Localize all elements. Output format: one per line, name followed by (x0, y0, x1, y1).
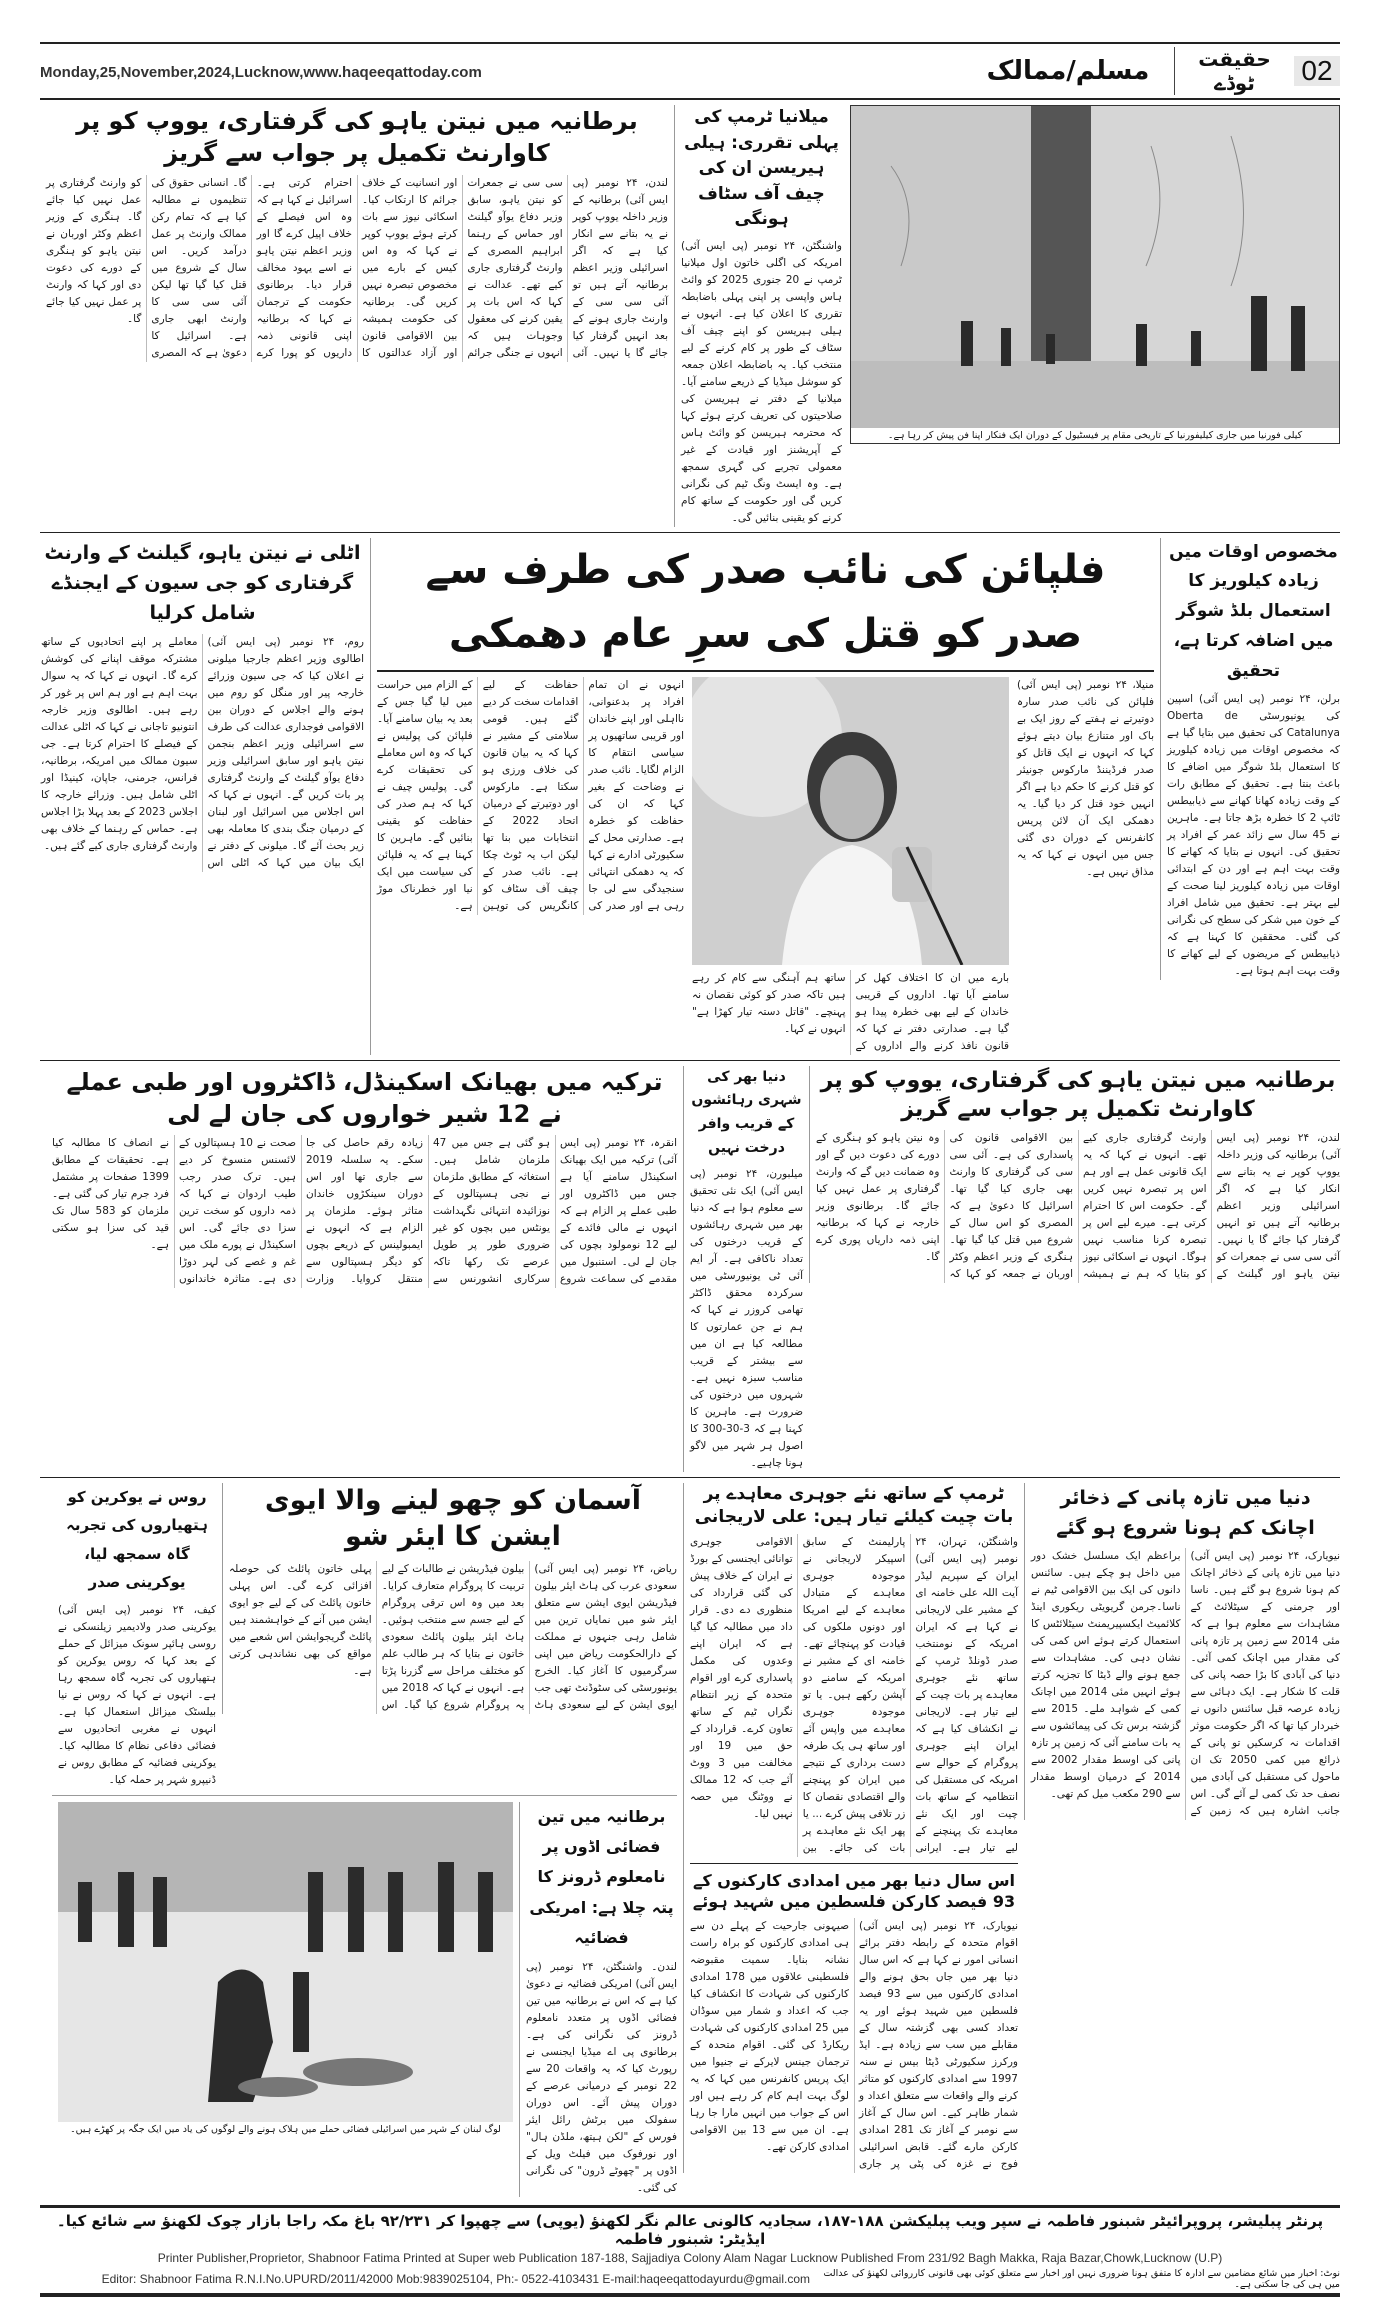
footer-urdu-imprint: پرنٹر پبلیشر، پروپرائیٹر شبنور فاطمہ نے سپر ویب پبلیکشن ۱۸۸-۱۸۷، سجادیہ کالونی عالم نگر لکھنؤ (یوپی) سے چھپوا کر ۹۲/۲۳۱ باغ مکہ راجا بازار چوک لکھنؤ سے شائع کیا۔ ایڈیٹر: شبنور فاطمہ (56, 2211, 1324, 2248)
article-body: میلبورن، ۲۴ نومبر (پی ایس آئی) ایک نئی تحقیق سے معلوم ہوا ہے کہ دنیا بھر میں شہری رہائشوں کے قریب درختوں کی تعداد ناکافی ہے۔ آر ایم آئی ٹی یونیورسٹی میں سرکردہ محقق ڈاکٹر تھامی کروزر نے کہا کہ ہم نے جن عمارتوں کا مطالعہ کیا ہے ان میں سے بیشتر کے قریب مناسب سبزہ نہیں ہے۔ شہروں میں درختوں کی ضرورت ہے۔ ماہرین کا کہنا ہے کہ 3-30-300 کا اصول ہر شہر میں لاگو ہونا چاہیے۔ (690, 1167, 803, 1469)
philippines-columns (377, 677, 1154, 1055)
headline-philippines: فلپائن کی نائب صدر کی طرف سے صدر کو قتل کی سرِ عام دھمکی (377, 538, 1154, 672)
headline: روس نے یوکرین کو ہتھیاروں کی تجربہ گاہ سمجھ لیا، یوکرینی صدر (66, 1487, 208, 1592)
philippines-body-under: بارے میں ان کا اختلاف کھل کر سامنے آیا تھا۔ اداروں کے قریبی خاندان کے لیے بھی خطرہ پیدا ہو گیا ہے۔ صدارتی دفتر نے کہا کہ قانون نافذ کرنے والے اداروں کے ساتھ ہم آہنگی سے کام کر رہے ہیں تاکہ صدر کو کوئی نقصان نہ پہنچے۔ "قاتل دستہ تیار کھڑا ہے" انہوں نے کہا۔ (692, 971, 1009, 1052)
article-aid-workers (690, 1870, 1018, 2173)
middle-column (683, 1483, 1018, 2173)
article-body: لندن۔ واشنگٹن، ۲۴ نومبر (پی ایس آئی) امریکی فضائیہ نے دعویٰ کیا ہے کہ اس نے برطانیہ میں تین فضائی اڈوں پر متعدد نامعلوم ڈرونز کی نگرانی کی ہے۔ برطانوی پی اے میڈیا ایجنسی نے رپورٹ کیا کہ یہ واقعات 20 سے 22 نومبر کے درمیانی عرصے کے دوران پیش آئے۔ اس دوران سفولک میں برٹش رائل ایئر فورس کے "لکن ہیتھ، ملڈن ہال" اور نورفوک میں فیلٹ ویل کے اڈوں پر "چھوٹے ڈرون" کی نگرانی کی گئی۔ (526, 1960, 677, 2194)
header-bottom-rule (40, 98, 1340, 100)
philippines-center (692, 677, 1009, 1055)
snow-memorial-photo (58, 1802, 513, 2137)
vice-president-photo (692, 677, 1009, 965)
article-body: برلن، ۲۴ نومبر (پی ایس آئی) اسپین کی یونیورسٹی Oberta de Catalunya کی تحقیق میں بتایا گیا ہے کہ مخصوص اوقات میں زیادہ کیلوریز کا استعمال بلڈ شوگر میں اضافے کا باعث بنتا ہے۔ تحقیق کے مطابق رات کے وقت زیادہ کھانا کھانے سے ذیابیطس ٹائپ 2 کا خطرہ بڑھ جاتا ہے۔ ماہرین نے 45 سال سے زائد عمر کے افراد پر تحقیق کی۔ انہوں نے بتایا کہ کھانے کا وقت بہت اہم ہے اور دن کے ابتدائی اوقات میں زیادہ کیلوریز لینا صحت کے لیے بہتر ہے۔ تحقیق میں شامل افراد کے خون میں شکر کی سطح کی نگرانی کی گئی۔ محققین کا کہنا ہے کہ ذیابیطس کے مریضوں کے لیے کھانے کا وقت بہت اہم ہوتا ہے۔ (1167, 693, 1340, 978)
section-rule (40, 1060, 1340, 1061)
snow-memorial-image (58, 1802, 513, 2122)
headline: اس سال دنیا بھر میں امدادی کارکنوں کے 93 فیصد کارکن فلسطین میں شہید ہوئے (692, 1870, 1016, 1912)
article-melania (674, 105, 842, 527)
section-rule (52, 1795, 677, 1796)
article-body: ریاض، ۲۴ نومبر (پی ایس آئی) سعودی عرب کی ہاٹ ایئر بیلون فیڈریشن ایوی ایشن سے متعلق ایئر شو میں نمایاں ترین میں شامل رہی جنہوں نے مملکت کے دارالحکومت ریاض میں اپنی سرگرمیوں کا آغاز کیا۔ الخرج یونیورسٹی کی سٹوڈنٹ تھی جب ایوی ایشن کے لیے سعودی ہاٹ بیلون فیڈریشن نے طالبات کے لیے تربیت کا پروگرام متعارف کرایا۔ بعد میں وہ اس ترقی پروگرام کے لیے جسم سے منتخب ہوئیں۔ ہاٹ ایئر بیلون پائلٹ سعودی خاتون نے بتایا کہ ہر طالب علم کو مختلف مراحل سے گزرنا پڑتا ہے۔ انہوں نے کہا کہ 2018 میں یہ پروگرام شروع کیا گیا۔ اس پہلی خاتون پائلٹ کی حوصلہ افزائی کرے گی۔ اس پہلی خاتون پائلٹ کی کے لیے جو ایوی ایشن میں آنے کے خواہشمند ہیں پائلٹ گریجوایشن اس شعبے میں مواقع کی بھی نشاندہی کرتی ہے۔ (229, 1562, 677, 1711)
dateline-wrap (40, 62, 968, 81)
row-4 (40, 1483, 1340, 2197)
article-philippines (370, 538, 1154, 1055)
headline: ٹرمپ کے ساتھ نئے جوہری معاہدے پر بات چیت کیلئے تیار ہیں: علی لاریجانی (694, 1483, 1014, 1527)
left-column (52, 1483, 677, 2197)
footer-editor-line: Editor: Shabnoor Fatima R.N.I.No.UPURD/2011/42000 Mob:9839025104, Ph:- 0522-4103431 E-mail:haqeeqattodayurdu@gmail.com (101, 2271, 810, 2286)
newspaper-logo: حقیقت ٹوڈے (1174, 47, 1294, 95)
article-turkey (52, 1066, 677, 1289)
article-body: انقرہ، ۲۴ نومبر (پی ایس آئی) ترکیہ میں ایک بھیانک اسکینڈل سامنے آیا ہے جس میں ڈاکٹروں اور طبی عملے پر الزام ہے کہ انہوں نے مالی فائدے کے لیے 12 نومولود بچوں کی جان لے لی۔ استنبول میں مقدمے کی سماعت شروع ہو گئی ہے جس میں 47 ملزمان شامل ہیں۔ استغاثہ کے مطابق ملزمان نے نجی ہسپتالوں کے نوزائیدہ انتہائی نگہداشت یونٹس میں بچوں کو غیر ضروری طور پر طویل عرصے تک رکھا تاکہ سرکاری انشورنس سے زیادہ رقم حاصل کی جا سکے۔ یہ سلسلہ 2019 سے جاری تھا اور اس دوران سینکڑوں خاندان متاثر ہوئے۔ ملزمان پر الزام ہے کہ انہوں نے ایمبولینس کے ذریعے بچوں کو دیگر ہسپتالوں سے منتقل کروایا۔ وزارت صحت نے 10 ہسپتالوں کے لائسنس منسوخ کر دیے ہیں۔ ترک صدر رجب طیب اردوان نے کہا کہ ذمہ داروں کو سخت ترین سزا دی جائے گی۔ اس اسکینڈل نے پورے ملک میں غم و غصے کی لہر دوڑا دی ہے۔ متاثرہ خاندانوں نے انصاف کا مطالبہ کیا ہے۔ تحقیقات کے مطابق 1399 صفحات پر مشتمل فرد جرم تیار کی گئی ہے۔ ملزمان کو 583 سال تک قید کی سزا ہو سکتی ہے۔ (52, 1137, 678, 1286)
photo-caption: کیلی فورنیا میں جاری کیلیفورنیا کے تاریخی مقام پر فیسٹیول کے دوران ایک فنکار اپنا فن پیش کر رہا ہے۔ (851, 428, 1339, 443)
section-rule (690, 1863, 1018, 1864)
headline: برطانیہ میں نیتن یاہو کی گرفتاری، یووپ کو پر کاوارنٹ تکمیل پر جواب سے گریز (820, 1067, 1336, 1123)
dateline: Monday,25,November,2024,Lucknow,www.haqeeqattoday.com (40, 63, 482, 81)
page-number: 02 (1294, 56, 1340, 86)
article-body: واشنگٹن، تہران، ۲۴ نومبر (پی ایس آئی) ایران کے سپریم لیڈر آیت اللہ علی خامنہ ای کے مشیر علی لاریجانی نے کہا ہے کہ ایران امریکہ کے نومنتخب صدر ڈونلڈ ٹرمپ کے ساتھ نئے جوہری معاہدے پر بات چیت کے لیے تیار ہے۔ لاریجانی نے انکشاف کیا ہے کہ ایران اپنے جوہری پروگرام کے حوالے سے امریکہ کی مستقبل کی انتظامیہ کے ساتھ بات چیت اور ایک نئے معاہدے تک پہنچنے کے لیے تیار ہے۔ ایرانی پارلیمنٹ کے سابق اسپیکر لاریجانی نے موجودہ جوہری معاہدے کے متبادل معاہدے کے لیے امریکا اور دونوں ملکوں کی قیادت کو پہنچائے تھے۔ خامنہ ای کے مشیر نے امریکہ کے سامنے دو آپشن رکھے ہیں۔ یا تو موجودہ جوہری معاہدے میں واپس آئے اور ساتھ ہی یک طرفہ دست برداری کے نتیجے میں ایران کو پہنچنے والے اقتصادی نقصان کا زر تلافی پیش کرے ... یا پھر ایک نئے معاہدے پر بات کی جائے۔ بین الاقوامی جوہری توانائی ایجنسی کے بورڈ نے ایران کے خلاف پیش کی گئی قرارداد کی منظوری دے دی۔ قرار داد میں مطالبہ کیا گیا ہے کہ ایران اپنے وعدوں کی مکمل پاسداری کرے اور اقوام متحدہ کے زیر انتظام نگراں ٹیم کے ساتھ تعاون کرے۔ قرارداد کے حق میں 19 اور مخالفت میں 3 ووٹ آئے جب کہ 12 ممالک نے ووٹنگ میں حصہ نہیں لیا۔ (690, 1535, 1018, 1854)
temple-photo (850, 105, 1340, 444)
article-airshow (222, 1483, 677, 1714)
headline: دنیا میں تازہ پانی کے ذخائر اچانک کم ہونا شروع ہو گئے (1056, 1486, 1315, 1540)
footer-bottom-line (40, 2265, 1340, 2293)
row-3 (40, 1066, 1340, 1472)
article-britain-2 (809, 1066, 1340, 1283)
headline: آسمان کو چھو لینے والا ایوی ایشن کا ایئر شو (264, 1484, 642, 1553)
footer-disclaimer: نوٹ: اخبار میں شائع مضامین سے ادارہ کا متفق ہونا ضروری نہیں اور اخبار سے متعلق کوئی بھی قانونی کارروائی لکھنؤ کی عدالت میں ہی کی جا سکتی ہے۔ (823, 2267, 1340, 2290)
photo-caption: لوگ لبنان کے شہر میں اسرائیلی فضائی حملے میں ہلاک ہونے والے لوگوں کی یاد میں ایک جگہ پر کھڑے ہیں۔ (58, 2122, 513, 2137)
article-calories (1160, 538, 1340, 981)
left-top (52, 1483, 677, 1789)
article-body: روم، ۲۴ نومبر (پی ایس آئی) اطالوی وزیر اعظم جارجیا میلونی نے اعلان کیا کہ جی سیون وزرائے خارجہ پیر اور منگل کو روم میں ہونے والے اجلاس کے دوران بین الاقوامی فوجداری عدالت کی طرف سے اسرائیلی وزیر اعظم بنجمن نیتن یاہو اور سابق اسرائیلی وزیر دفاع یوآو گیلنٹ کے وارنٹ گرفتاری پر بات کریں گے۔ انہوں نے کہا کہ اس اجلاس میں اسرائیل اور لبنان کے درمیان جنگ بندی کا معاملہ بھی زیر بحث آئے گا۔ میلونی کے دفتر نے ایک بیان میں کہا کہ اٹلی اس معاملے پر اپنے اتحادیوں کے ساتھ مشترکہ موقف اپنانے کی کوشش کرے گا۔ انہوں نے کہا کہ یہ سوال بہت اہم ہے اور ہم اس پر غور کر رہے ہیں۔ اطالوی وزیر خارجہ انتونیو تاجانی نے کہا کہ اٹلی عدالت کے فیصلے کا احترام کرتا ہے۔ جی سیون ممالک میں امریکہ، برطانیہ، فرانس، جرمنی، جاپان، کینیڈا اور اٹلی شامل ہیں۔ وزرائے خارجہ کا اجلاس 2023 کے بعد پہلا بڑا اجلاس ہے۔ حماس کے رہنما کے خلاف بھی وارنٹ گرفتاری جاری کیے گئے ہیں۔ (41, 635, 364, 869)
headline: اٹلی نے نیتن یاہو، گیلنٹ کے وارنٹ گرفتاری کو جی سیون کے ایجنڈے شامل کرلیا (44, 541, 361, 625)
headline: مخصوص اوقات میں زیادہ کیلوریز کا استعمال بلڈ شوگر میں اضافہ کرتا ہے، تحقیق (1169, 541, 1338, 681)
newspaper-page (40, 0, 1340, 2297)
footer-bottom-rule (40, 2293, 1340, 2297)
section-rule (40, 532, 1340, 533)
section-rule (40, 1477, 1340, 1478)
article-italy (41, 538, 364, 872)
headline: برطانیہ میں نیتن یاہو کی گرفتاری، یووپ کو پر کاوارنٹ تکمیل پر جواب سے گریز (76, 107, 638, 168)
footer-english-imprint: Printer Publisher,Proprietor, Shabnoor Fatima Printed at Super web Publication 187-188, Sajjadiya Colony Alam Nagar Lucknow Published From 231/92 Bagh Makka, Raja Bazar,Chowk,Lucknow (U.P) (157, 2250, 1223, 2265)
article-body: نیویارک، ۲۴ نومبر (پی ایس آئی) اقوام متحدہ کے رابطہ دفتر برائے انسانی امور نے کہا ہے کہ اس سال دنیا بھر میں جاں بحق ہونے والے امدادی کارکنوں میں سے 93 فیصد فلسطین میں شہید ہوئے اور یہ تعداد کسی بھی گزشتہ سال کے مقابلے میں سب سے زیادہ ہے۔ ایڈ ورکرز سکیورٹی ڈیٹا بیس نے سنہ 1997 سے امدادی کارکنوں کو متاثر کرنے والے واقعات سے متعلق اعداد و شمار ظاہر کیے۔ اس سال کے آغاز سے نومبر کے آغاز تک 281 امدادی کارکن مارے گئے۔ قابض اسرائیلی فوج نے غزہ کی پٹی پر جاری صیہونی جارحیت کے پہلے دن سے ہی امدادی کارکنوں کو براہ راست نشانہ بنایا۔ سمیت مقبوضہ فلسطینی علاقوں میں 178 امدادی کارکنوں کی شہادت کا انکشاف کیا جب کہ اعداد و شمار میں سوڈان میں 25 امدادی کارکنوں کی شہادت ریکارڈ کی گئی۔ اقوام متحدہ کے ترجمان جینس لایرکے نے جنیوا میں ایک پریس کانفرنس میں کہا کہ یہ لوگ بہت اہم کام کر رہے ہیں اور اس کے جواب میں انہیں مارا جا رہا ہے۔ ان میں سے 13 بین الاقوامی امدادی کارکن تھے۔ (690, 1919, 1018, 2170)
philippines-body-right: منیلا، ۲۴ نومبر (پی ایس آئی) فلپائن کی نائب صدر سارہ دوتیرتے نے ہفتے کے روز ایک بے باک اور متنازع بیان دیتے ہوئے کہا کہ انہوں نے ایک قاتل کو صدر فرڈیننڈ مارکوس جونیئر کو قتل کرنے کا حکم دیا ہے اگر انہیں خود قتل کر دیا گیا۔ یہ دھمکی ایک آن لائن پریس کانفرنس کے دوران دی گئی جس میں انہوں نے کہا کہ یہ مذاق نہیں ہے۔ (1017, 678, 1155, 878)
left-bottom (52, 1802, 677, 2197)
article-britain-netanyahu (46, 105, 668, 362)
article-drones (519, 1802, 677, 2197)
article-body: لندن، ۲۴ نومبر (پی ایس آئی) برطانیہ کی وزیر داخلہ یووپ کوپر نے یہ بتانے سے انکار کیا ہے کہ اگر اسرائیلی وزیر اعظم برطانیہ آتے ہیں تو انہیں گرفتار کیا جائے گا یا نہیں۔ آئی سی سی نے جمعرات کو نیتن یاہو اور گیلنٹ کے وارنٹ گرفتاری جاری کیے تھے۔ انہوں نے کہا کہ یہ ایک قانونی عمل ہے اور ہم اس پر تبصرہ نہیں کریں گے۔ حکومت اس کا احترام کرتی ہے۔ میرے لیے اس پر تبصرہ کرنا مناسب نہیں ہوگا۔ انہوں نے اسکائی نیوز کو بتایا کہ ہم نے ہمیشہ بین الاقوامی قانون کی پاسداری کی ہے۔ آئی سی سی کی گرفتاری کا وارنٹ بھی جاری کیا گیا تھا۔ اسرائیل کا دعویٰ ہے کہ المصری کو اس سال کے شروع میں قتل کیا گیا تھا۔ ہنگری کے وزیر اعظم وکٹر اوربان نے جمعہ کو کہا کہ وہ نیتن یاہو کو ہنگری کے دورے کی دعوت دیں گے اور وہ ضمانت دیں گے کہ وارنٹ گرفتاری پر عمل نہیں کیا جائے گا۔ برطانوی وزیر خارجہ نے کہا کہ برطانیہ اپنی ذمہ داریاں پوری کرے گا۔ (815, 1131, 1340, 1280)
philippines-body-left: انہوں نے ان تمام افراد پر بدعنوانی، نااہلی اور اپنے خاندان اور قریبی ساتھیوں پر سیاسی انتقام کا الزام لگایا۔ نائب صدر نے وضاحت کے بغیر کہا کہ ان کی حفاظت کو خطرہ ہے۔ صدارتی محل کے سکیورٹی ادارے نے کہا کہ یہ دھمکی انتہائی سنجیدگی سے لی جا رہی ہے اور صدر کی حفاظت کے لیے اقدامات سخت کر دیے گئے ہیں۔ قومی سلامتی کے مشیر نے کہا کہ یہ بیان قانون کی خلاف ورزی ہو سکتا ہے۔ مارکوس اور دوتیرتے کے درمیان اتحاد 2022 کے انتخابات میں بنا تھا لیکن اب یہ ٹوٹ چکا ہے۔ نائب صدر کے چیف آف سٹاف کو کانگریس کی توہین کے الزام میں حراست میں لیا گیا جس کے بعد یہ بیان سامنے آیا۔ فلپائن کی پولیس نے کہا کہ وہ اس معاملے کی تحقیقات کرے گی۔ پولیس چیف نے کہا کہ ہم صدر کی حفاظت کو یقینی بنائیں گے۔ ماہرین کا کہنا ہے کہ یہ فلپائن کی سیاست میں ایک نیا اور خطرناک موڑ ہے۔ (377, 678, 684, 912)
article-body: نیویارک، ۲۴ نومبر (پی ایس آئی) دنیا میں تازہ پانی کے ذخائر اچانک کم ہونا شروع ہو گئے ہیں۔ ناسا اور جرمنی کے سیٹلائٹ کے مشاہدات سے معلوم ہوا ہے کہ مئی 2014 سے زمین پر تازہ پانی کی مقدار میں اچانک کمی آئی۔ دنیا کی آبادی کا بڑا حصہ پانی کی قلت کا شکار ہے۔ ایک دہائی سے زیادہ عرصہ قبل سائنس دانوں نے خبردار کیا تھا کہ اگر حکومت موثر اقدامات نہ کرسکیں تو پانی کے ذرائع میں کمی 2050 تک ان ماحول کی مستقبل کی آبادی میں نصف حد تک کمی لے آئے گی۔ اس جانب اشارہ ہیں کہ زمین کے براعظم ایک مسلسل خشک دور میں داخل ہو چکے ہیں۔ سائنس دانوں کی ایک بین الاقوامی ٹیم نے ناسا۔جرمن گریویٹی ریکوری اینڈ کلائمیٹ ایکسپیریمنٹ سیٹلائٹس کا استعمال کرتے ہوئے اس کمی کی نشان دہی کی۔ مشاہدات سے جمع ہونے والے ڈیٹا کا تجزیہ کرتے ہوئے انہیں مئی 2014 میں اچانک کمی کے شواہد ملے۔ 2015 سے گزشتہ برس تک کی پیمائشوں سے یہ بات سامنے آئی کہ زمین پر تازہ پانی کی اوسط مقدار 2002 سے 2014 کے درمیان اوسط مقدار سے 290 مکعب میل کم تھی۔ (1031, 1550, 1340, 1818)
section-title: مسلم/ممالک (986, 56, 1150, 86)
row-1 (40, 105, 1340, 527)
article-body: کیف، ۲۴ نومبر (پی ایس آئی) یوکرینی صدر ولادیمیر زیلنسکی نے روسی ہائپر سونک میزائل کے حملے کے بعد کہا کہ روس یوکرین کو ہتھیاروں کی تجربہ گاہ سمجھ رہا ہے۔ انہوں نے کہا کہ روس نے نیا بیلسٹک میزائل استعمال کیا ہے۔ انہوں نے مغربی اتحادیوں سے فضائی دفاعی نظام کا مطالبہ کیا۔ یوکرینی فضائیہ کے مطابق روس نے ڈنیپرو شہر پر حملہ کیا۔ (58, 1603, 217, 1786)
article-fresh-water (1024, 1483, 1340, 1821)
headline: میلانیا ٹرمپ کی پہلی تقرری: ہیلی ہیریسن ان کی چیف آف سٹاف ہونگی (684, 107, 839, 229)
article-body: لندن، ۲۴ نومبر (پی ایس آئی) برطانیہ کے وزیر داخلہ یووپ کوپر نے یہ بتانے سے انکار کیا ہے کہ اگر اسرائیلی وزیر اعظم برطانیہ آتے ہیں تو آئی سی سی کے وارنٹ جاری ہونے کے بعد انہیں گرفتار کیا جائے گا یا نہیں۔ آئی سی سی نے جمعرات کو نیتن یاہو، سابق وزیر دفاع یوآو گیلنٹ اور حماس کے رہنما ابراہیم المصری کے وارنٹ گرفتاری جاری کیے تھے۔ عدالت نے کہا کہ اس بات پر یقین کرنے کی معقول وجوہات ہیں کہ انہوں نے جنگی جرائم اور انسانیت کے خلاف جرائم کا ارتکاب کیا۔ اسکائی نیوز سے بات کرتے ہوئے یووپ کوپر نے کہا کہ وہ اس کیس کے بارے میں مخصوص تبصرہ نہیں کریں گی۔ برطانیہ کی حکومت ہمیشہ بین الاقوامی قانون اور آزاد عدالتوں کا احترام کرتی ہے۔ اسرائیل نے کہا ہے کہ وہ اس فیصلے کے خلاف اپیل کرے گا اور وزیر اعظم نیتن یاہو نے اسے یہود مخالف قرار دیا۔ برطانوی حکومت کے ترجمان نے کہا کہ برطانیہ اپنی قانونی ذمہ داریوں کو پورا کرے گا۔ انسانی حقوق کی تنظیموں نے مطالبہ کیا ہے کہ تمام رکن ممالک وارنٹ پر عمل درآمد کریں۔ اس سال کے شروع میں قتل کیا گیا تھا لیکن آئی سی سی کا وارنٹ ابھی جاری ہے۔ اسرائیل کا دعویٰ ہے کہ المصری کو وارنٹ گرفتاری پر عمل نہیں کیا جائے گا۔ ہنگری کے وزیر اعظم وکٹر اوربان نے نیتن یاہو کو ہنگری کے دورے کی دعوت دی اور کہا کہ وارنٹ پر عمل نہیں کیا جائے گا۔ (46, 176, 668, 359)
article-russia-ukraine (58, 1483, 216, 1789)
article-body: واشنگٹن، ۲۴ نومبر (پی ایس آئی) امریکہ کی اگلی خاتون اول میلانیا ٹرمپ نے 20 جنوری 2025 کو وائٹ ہاس واپسی پر اپنی پہلی باضابطہ تقرری کا اعلان کیا ہے۔ انہوں نے ہیلی ہیریسن کو اپنے چیف آف سٹاف کے طور پر کام کرنے کے لیے منتخب کیا۔ یہ باضابطہ اعلان جمعہ کو سوشل میڈیا کے ذریعے سامنے آیا۔ میلانیا کے دفتر نے ہیریسن کی صلاحیتوں کی تعریف کرتے ہوئے کہا کہ محترمہ ہیریسن کو وائٹ ہاس کے آپریشنز اور قیادت کے غیر معمولی تجربے کی گہری سمجھ ہے۔ وہ ایسٹ ونگ ٹیم کی نگرانی کریں گی اور حکومت کے ساتھ کام کرنے کو یقینی بنائیں گی۔ (681, 239, 843, 524)
vice-president-image (692, 677, 1009, 965)
row-2 (40, 538, 1340, 1055)
article-trump-iran (690, 1483, 1018, 1857)
masthead (40, 44, 1340, 98)
temple-photo-image (851, 106, 1339, 428)
headline: دنیا بھر کی شہری رہائشوں کے قریب وافر درخت نہیں (691, 1068, 802, 1156)
headline: برطانیہ میں تین فضائی اڈوں پر نامعلوم ڈرونز کا پتہ چلا ہے: امریکی فضائیہ (529, 1806, 674, 1948)
headline: ترکیہ میں بھیانک اسکینڈل، ڈاکٹروں اور طبی عملے نے 12 شیر خواروں کی جان لے لی (66, 1067, 663, 1128)
article-urban-trees (683, 1066, 803, 1472)
